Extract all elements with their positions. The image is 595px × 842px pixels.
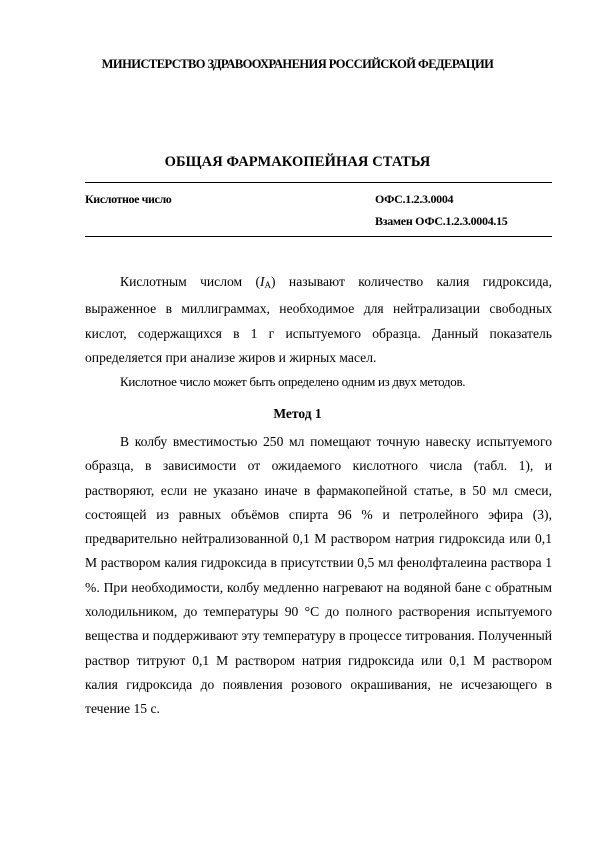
method-1-paragraph: В колбу вместимостью 250 мл помещают точную навеску испытуемого образца, в зависимости от ожидаемого кислотного числа (табл. 1), и растворяют, если не указано иначе в фармакопейной статье, в 50 мл смеси, состоящей из равных объёмов спирта 96 % и петролейного эфира (3), предварительно нейтрализованной 0,1 М раствором натрия гидроксида или 0,1 М раствором калия гидроксида в присутствии 0,5 мл фенолфталеина раствора 1 %. При необходимости, колбу медленно нагревают на водяной бане с обратным холодильником, до температуры 90 °С до полного растворения испытуемого вещества и поддерживают эту температуру в процессе титрования. Полученный раствор титруют 0,1 М раствором натрия гидроксида или 0,1 М раствором калия гидроксида до появления розового окрашивания, не исчезающего в течение 15 с. — [85, 434, 552, 717]
ministry-header: МИНИСТЕРСТВО ЗДРАВООХРАНЕНИЯ РОССИЙСКОЙ ФЕДЕРАЦИИ — [101, 57, 494, 71]
bottom-divider — [85, 236, 552, 237]
article-code: ОФС.1.2.3.0004 — [375, 192, 454, 206]
acid-number-symbol: I — [260, 274, 265, 289]
definition-paragraph — [85, 270, 552, 370]
methods-paragraph: Кислотное число может быть определено одним из двух методов. — [120, 374, 466, 389]
definition-text-rest: ) называют количество калия гидроксида, выраженное в миллиграммах, необходимое для нейтрализации свободных кислот, содержащихся в 1 г испытуемого образца. Данный показатель определяется при анализе жиров и жирных масел. — [85, 274, 552, 365]
replaces-code: Взамен ОФС.1.2.3.0004.15 — [375, 214, 508, 228]
document-type-title: ОБЩАЯ ФАРМАКОПЕЙНАЯ СТАТЬЯ — [164, 154, 431, 170]
top-divider — [85, 182, 552, 183]
acid-number-subscript: A — [264, 280, 272, 290]
method-1-heading: Метод 1 — [273, 406, 322, 421]
definition-text-start: Кислотным числом ( — [120, 274, 261, 289]
article-name: Кислотное число — [85, 192, 172, 206]
